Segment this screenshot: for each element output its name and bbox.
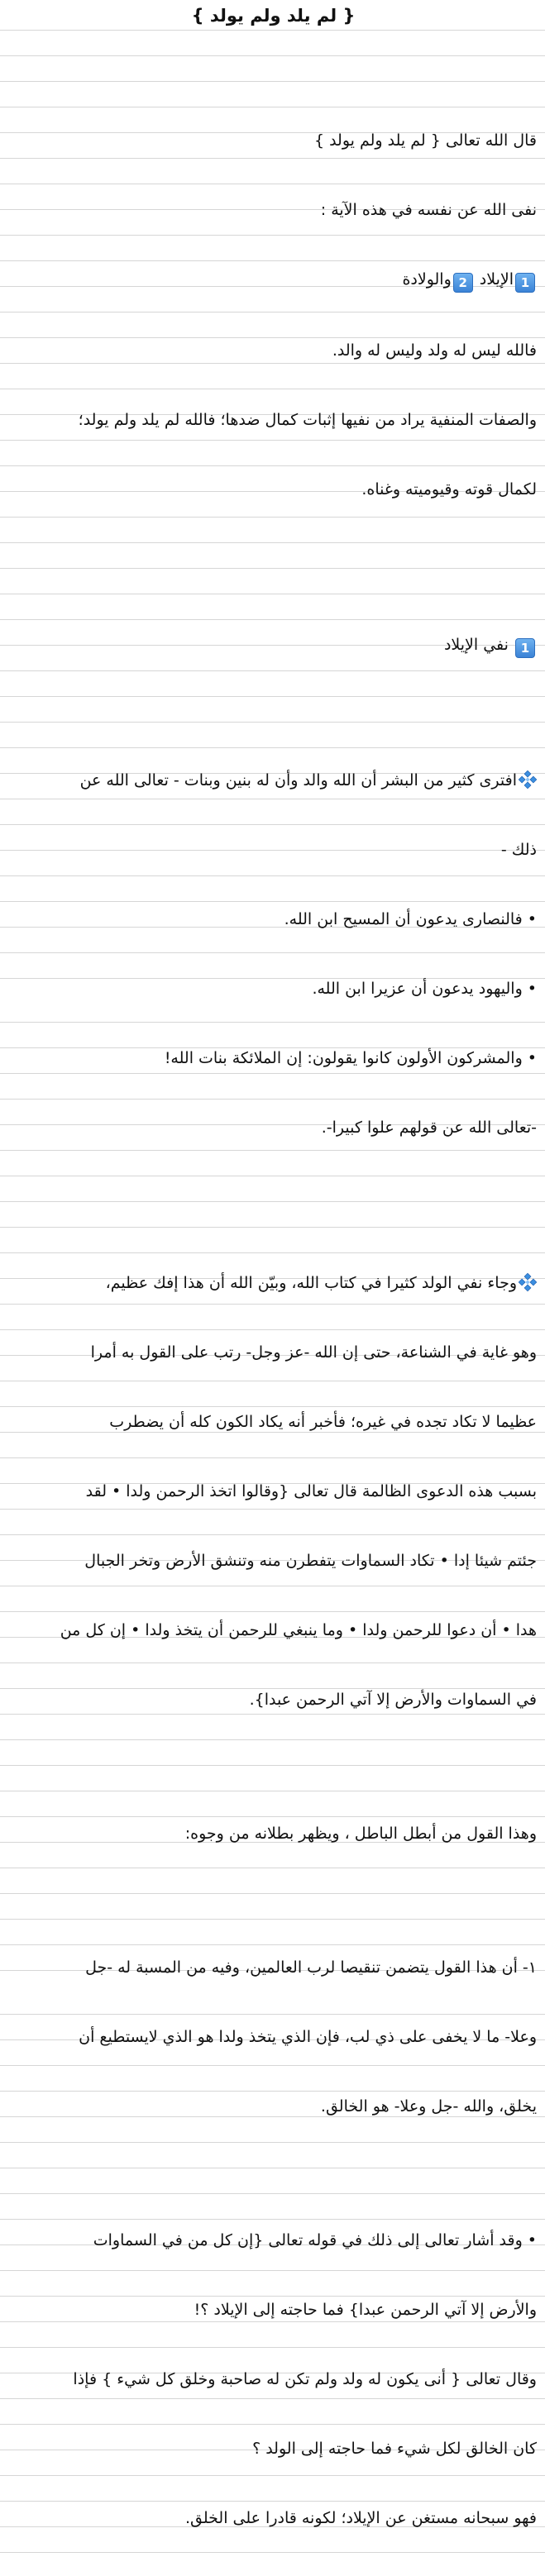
section-heading xyxy=(10,587,537,704)
blue-diamond-ornament-icon xyxy=(519,1273,537,1291)
paragraph-line: كان الخالق لكل شيء فما حاجته إلى الولد ؟ xyxy=(252,2440,537,2458)
paragraph-quran-verses xyxy=(10,1225,537,1758)
paragraph-line: عظيما لا تكاد تجده في غيره؛ فأخبر أنه يكاد الكون كله أن يضطرب xyxy=(109,1413,537,1431)
keycap-number-icon: 2 xyxy=(453,273,473,293)
spacer xyxy=(10,704,537,723)
spacer xyxy=(10,1891,537,1910)
paragraph-line: يخلق، والله -جل وعلا- هو الخالق. xyxy=(320,2097,537,2116)
blue-diamond-ornament-icon xyxy=(519,770,537,789)
paragraph-line: افترى كثير من البشر أن الله والد وأن له بنين وبنات - تعالى الله عن xyxy=(79,771,517,789)
intro-line: نفى الله عن نفسه في هذه الآية : xyxy=(320,201,537,219)
intro-paragraph xyxy=(10,83,537,547)
spacer xyxy=(10,2164,537,2182)
spacer xyxy=(10,1185,537,1225)
intro-line: فالله ليس له ولد وليس له والد. xyxy=(332,341,537,360)
intro-line: والصفات المنفية يراد من نفيها إثبات كمال ضدها؛ فالله لم يلد ولم يولد؛ xyxy=(78,411,537,429)
intro-item-label: الإيلاد xyxy=(479,270,514,289)
paragraph-line: • وقد أشار تعالى إلى ذلك في قوله تعالى {إن كل من في السماوات xyxy=(93,2231,537,2249)
intro-numbered-items xyxy=(10,268,537,293)
paragraph-line: وهذا القول من أبطل الباطل ، ويظهر بطلانه من وجوه: xyxy=(184,1825,537,1843)
paragraph-line: ١- أن هذا القول يتضمن تنقيصا لرب العالمين، وفيه من المسبة له -جل xyxy=(85,1958,537,1977)
bullet-line: • والمشركون الأولون كانوا يقولون: إن الملائكة بنات الله! xyxy=(164,1049,537,1067)
paragraph-evidence xyxy=(10,2182,537,2576)
paragraph-line: -تعالى الله عن قولهم علوا كبيرا-. xyxy=(321,1119,537,1137)
paragraph-point-one xyxy=(10,1910,537,2164)
page-title: { لم يلد ولم يولد } xyxy=(191,6,356,26)
intro-line: لكمال قوته وقيوميته وغناه. xyxy=(361,480,537,499)
section-heading-text: نفي الإيلاد xyxy=(443,636,509,654)
paragraph-line: ذلك - xyxy=(500,841,537,859)
keycap-number-icon: 1 xyxy=(515,273,535,293)
bullet-line: • واليهود يدعون أن عزيرا ابن الله. xyxy=(312,980,537,998)
paragraph-line: والأرض إلا آتي الرحمن عبدا} فما حاجته إلى الإيلاد ؟! xyxy=(194,2301,537,2319)
intro-line: قال الله تعالى { لم يلد ولم يولد } xyxy=(313,131,537,150)
bullet-line: • فالنصارى يدعون أن المسيح ابن الله. xyxy=(284,910,537,928)
paragraph-line: جئتم شيئا إدا • تكاد السماوات يتفطرن منه وتنشق الأرض وتخر الجبال xyxy=(84,1552,537,1570)
paragraph-claims xyxy=(10,723,537,1185)
paragraph-line: وقال تعالى { أنى يكون له ولد ولم تكن له صاحبة وخلق كل شيء } فإذا xyxy=(73,2370,537,2388)
intro-item-label: والولادة xyxy=(402,270,452,289)
spacer xyxy=(10,28,537,83)
paragraph-line: فهو سبحانه مستغن عن الإيلاد؛ لكونه قادرا على الخلق. xyxy=(184,2509,537,2527)
keycap-number-icon: 1 xyxy=(515,638,535,658)
paragraph-line: بسبب هذه الدعوى الظالمة قال تعالى {وقالوا اتخذ الرحمن ولدا • لقد xyxy=(85,1482,537,1500)
spacer xyxy=(10,1758,537,1776)
paragraph-line: في السماوات والأرض إلا آتي الرحمن عبدا}. xyxy=(249,1691,537,1709)
paragraph-line: هدا • أن دعوا للرحمن ولدا • وما ينبغي للرحمن أن يتخذ ولدا • إن كل من xyxy=(60,1621,537,1639)
paragraph-line: وعلا- ما لا يخفى على ذي لب، فإن الذي يتخذ ولدا هو الذي لايستطيع أن xyxy=(79,2028,537,2046)
paragraph-line: وهو غاية في الشناعة، حتى إن الله -عز وجل- رتب على القول به أمرا xyxy=(90,1343,537,1362)
spacer xyxy=(10,547,537,587)
paragraph-line: وجاء نفي الولد كثيرا في كتاب الله، وبيّن الله أن هذا إفك عظيم، xyxy=(105,1274,517,1292)
paragraph-refutation-intro xyxy=(10,1776,537,1891)
